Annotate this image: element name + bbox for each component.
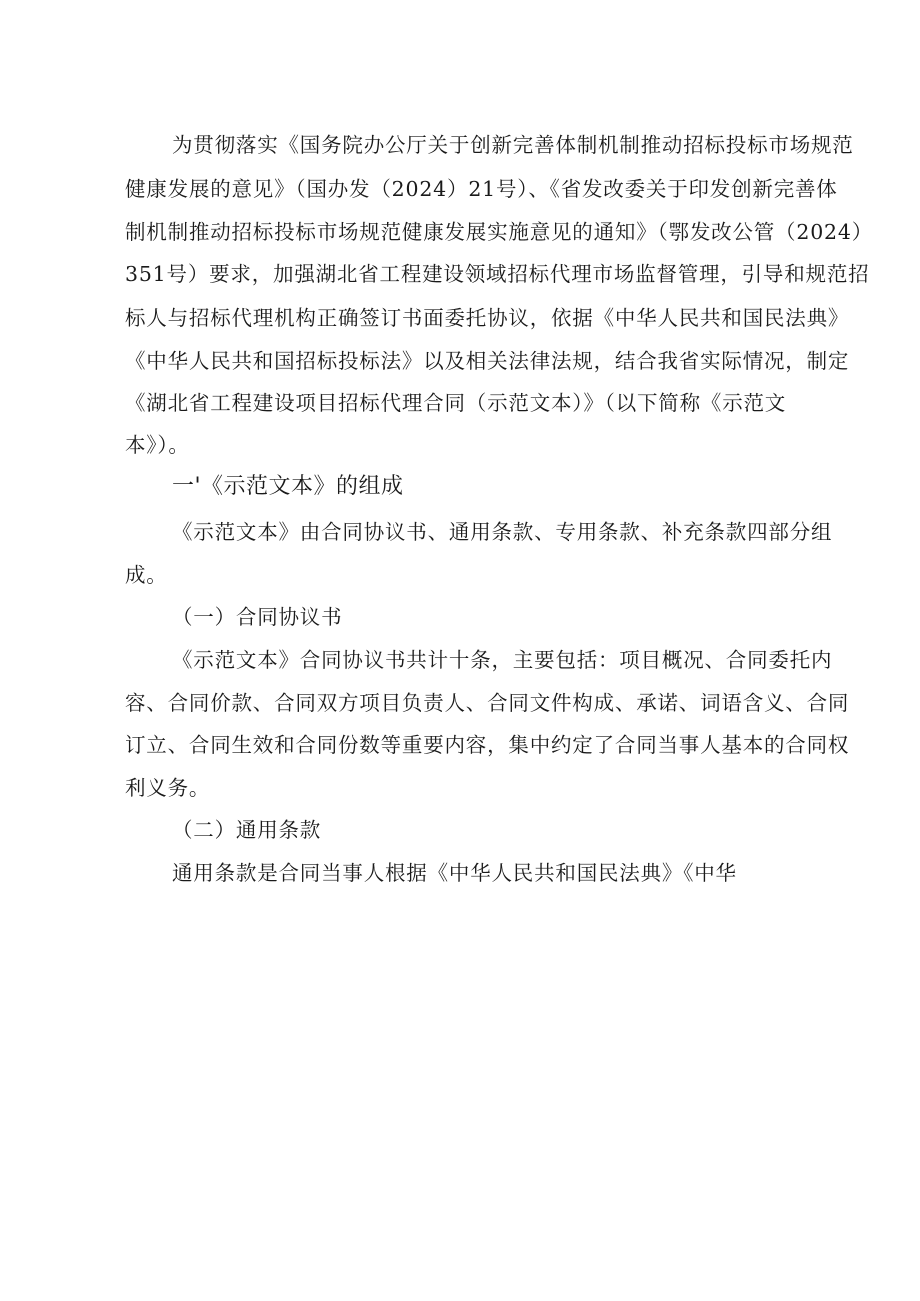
- section1-para-line-2: 成。: [125, 563, 168, 587]
- intro-line-5: 标人与招标代理机构正确签订书面委托协议，依据《中华人民共和国民法典》: [125, 306, 850, 330]
- intro-line-2: 健康发展的意见》（国办发（2024）21号）、《省发改委关于印发创新完善体: [125, 177, 838, 201]
- sub1-para-line-3: 订立、合同生效和合同份数等重要内容，集中约定了合同当事人基本的合同权: [125, 733, 850, 757]
- subsection-heading-agreement: （一）合同协议书: [172, 605, 343, 629]
- section-heading-composition: 一'《示范文本》的组成: [172, 474, 404, 499]
- intro-line-4: 351号）要求，加强湖北省工程建设领域招标代理市场监督管理，引导和规范招: [125, 262, 870, 286]
- intro-line-3: 制机制推动招标投标市场规范健康发展实施意见的通知》（鄂发改公管（2024）: [125, 220, 874, 244]
- sub1-para-line-1: 《示范文本》合同协议书共计十条，主要包括：项目概况、合同委托内: [172, 648, 833, 672]
- sub1-para-line-4: 利义务。: [125, 776, 211, 800]
- sub1-para-line-2: 容、合同价款、合同双方项目负责人、合同文件构成、承诺、词语含义、合同: [125, 691, 850, 715]
- intro-line-6: 《中华人民共和国招标投标法》以及相关法律法规，结合我省实际情况，制定: [125, 349, 850, 373]
- intro-line-7: 《湖北省工程建设项目招标代理合同（示范文本）》（以下简称《示范文: [125, 391, 787, 415]
- section1-para-line-1: 《示范文本》由合同协议书、通用条款、专用条款、补充条款四部分组: [172, 520, 833, 544]
- intro-line-8: 本》）。: [125, 433, 190, 457]
- intro-line-1: 为贯彻落实《国务院办公厅关于创新完善体制机制推动招标投标市场规范: [172, 133, 854, 157]
- sub2-para-line-1: 通用条款是合同当事人根据《中华人民共和国民法典》《中华: [172, 861, 737, 885]
- subsection-heading-general-terms: （二）通用条款: [172, 818, 322, 842]
